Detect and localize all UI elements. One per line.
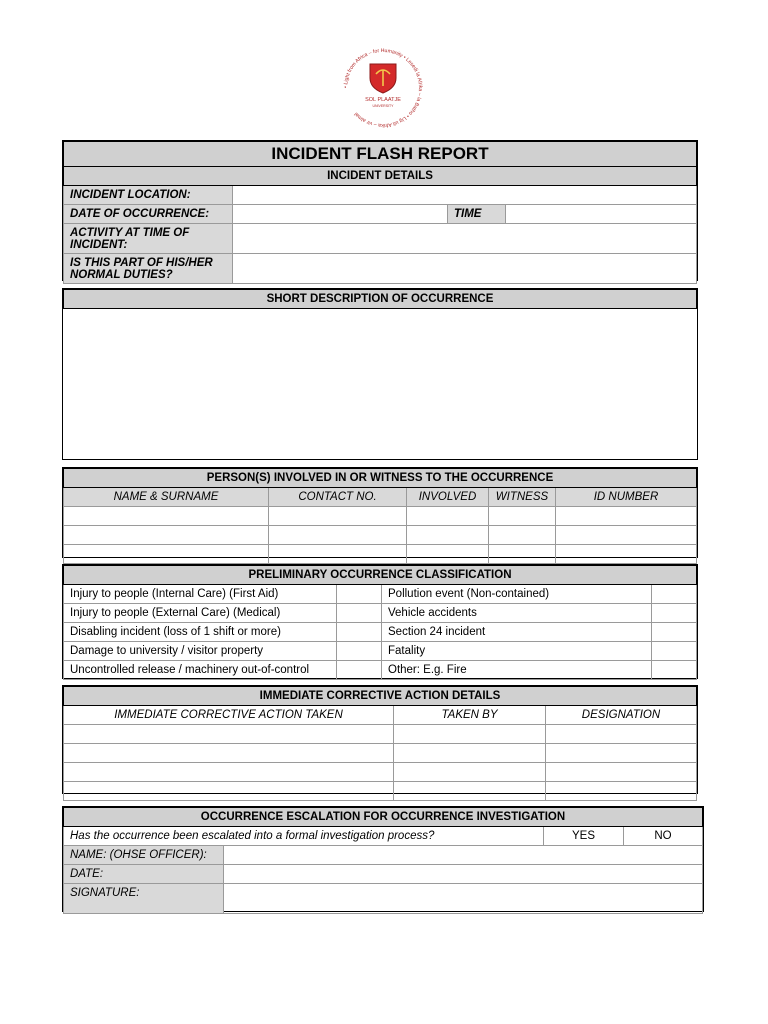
classification-checkbox[interactable] (337, 661, 382, 680)
cell[interactable] (64, 725, 394, 744)
report-title: INCIDENT FLASH REPORT (64, 142, 697, 167)
classification-right-label: Fatality (382, 642, 652, 661)
classification-block (62, 564, 698, 679)
classification-row (64, 661, 697, 680)
cell[interactable] (407, 545, 489, 564)
cell[interactable] (269, 526, 407, 545)
date-of-occurrence-field[interactable] (233, 205, 448, 224)
corrective-col-taken-by: TAKEN BY (394, 706, 546, 725)
cell[interactable] (556, 526, 697, 545)
ohse-officer-name-field[interactable] (224, 846, 703, 865)
classification-left-label: Uncontrolled release / machinery out-of-control (64, 661, 337, 680)
persons-col-name: NAME & SURNAME (64, 488, 269, 507)
cell[interactable] (489, 507, 556, 526)
cell[interactable] (394, 725, 546, 744)
description-field[interactable] (64, 309, 697, 460)
escalation-yes-option[interactable]: YES (544, 827, 624, 846)
university-logo (334, 48, 432, 128)
cell[interactable] (394, 744, 546, 763)
corrective-block (62, 685, 698, 794)
classification-right-label: Vehicle accidents (382, 604, 652, 623)
classification-row (64, 642, 697, 661)
classification-checkbox[interactable] (337, 585, 382, 604)
cell[interactable] (489, 526, 556, 545)
signature-field[interactable] (224, 884, 703, 914)
classification-row (64, 585, 697, 604)
time-field[interactable] (506, 205, 697, 224)
cell[interactable] (489, 545, 556, 564)
logo-name: SOL PLAATJE (365, 97, 401, 103)
persons-col-contact: CONTACT NO. (269, 488, 407, 507)
activity-field[interactable] (233, 224, 697, 254)
persons-col-witness: WITNESS (489, 488, 556, 507)
classification-checkbox[interactable] (337, 604, 382, 623)
classification-checkbox[interactable] (652, 661, 697, 680)
cell[interactable] (394, 763, 546, 782)
cell[interactable] (64, 507, 269, 526)
classification-right-label: Section 24 incident (382, 623, 652, 642)
persons-col-id: ID NUMBER (556, 488, 697, 507)
cell[interactable] (64, 763, 394, 782)
escalation-date-label: DATE: (64, 865, 224, 884)
classification-checkbox[interactable] (337, 623, 382, 642)
escalation-block (62, 806, 704, 912)
classification-checkbox[interactable] (652, 623, 697, 642)
classification-left-label: Disabling incident (loss of 1 shift or more) (64, 623, 337, 642)
escalation-question: Has the occurrence been escalated into a formal investigation process? (64, 827, 544, 846)
classification-right-label: Pollution event (Non-contained) (382, 585, 652, 604)
logo-motto-ring: • Light from Africa – for Humanity • Lesedi la Afrika – la Batho • Lig uit Afrika – vir almal (342, 48, 424, 128)
classification-right-label: Other: E.g. Fire (382, 661, 652, 680)
time-label: TIME (448, 205, 506, 224)
incident-details-heading: INCIDENT DETAILS (64, 167, 697, 186)
cell[interactable] (64, 545, 269, 564)
incident-location-field[interactable] (233, 186, 697, 205)
escalation-date-field[interactable] (224, 865, 703, 884)
persons-row (64, 545, 697, 564)
cell[interactable] (556, 545, 697, 564)
classification-checkbox[interactable] (337, 642, 382, 661)
classification-heading: PRELIMINARY OCCURRENCE CLASSIFICATION (64, 566, 697, 585)
classification-checkbox[interactable] (652, 604, 697, 623)
persons-block (62, 467, 698, 558)
persons-heading: PERSON(S) INVOLVED IN OR WITNESS TO THE OCCURRENCE (64, 469, 697, 488)
cell[interactable] (546, 725, 697, 744)
persons-col-involved: INVOLVED (407, 488, 489, 507)
description-heading: SHORT DESCRIPTION OF OCCURRENCE (64, 290, 697, 309)
corrective-row (64, 763, 697, 782)
corrective-heading: IMMEDIATE CORRECTIVE ACTION DETAILS (64, 687, 697, 706)
corrective-col-action: IMMEDIATE CORRECTIVE ACTION TAKEN (64, 706, 394, 725)
classification-row (64, 623, 697, 642)
cell[interactable] (64, 782, 394, 801)
persons-row (64, 526, 697, 545)
corrective-col-designation: DESIGNATION (546, 706, 697, 725)
description-block (62, 288, 698, 460)
classification-checkbox[interactable] (652, 585, 697, 604)
classification-row (64, 604, 697, 623)
cell[interactable] (269, 507, 407, 526)
logo-sub: UNIVERSITY (372, 104, 394, 108)
incident-location-label: INCIDENT LOCATION: (64, 186, 233, 205)
signature-label: SIGNATURE: (64, 884, 224, 914)
cell[interactable] (546, 744, 697, 763)
classification-left-label: Injury to people (Internal Care) (First Aid) (64, 585, 337, 604)
normal-duties-label: IS THIS PART OF HIS/HER NORMAL DUTIES? (64, 254, 233, 284)
cell[interactable] (407, 507, 489, 526)
cell[interactable] (64, 526, 269, 545)
cell[interactable] (556, 507, 697, 526)
normal-duties-field[interactable] (233, 254, 697, 284)
activity-label: ACTIVITY AT TIME OF INCIDENT: (64, 224, 233, 254)
cell[interactable] (269, 545, 407, 564)
cell[interactable] (546, 782, 697, 801)
escalation-no-option[interactable]: NO (624, 827, 703, 846)
persons-row (64, 507, 697, 526)
cell[interactable] (407, 526, 489, 545)
cell[interactable] (546, 763, 697, 782)
corrective-row (64, 725, 697, 744)
escalation-heading: OCCURRENCE ESCALATION FOR OCCURRENCE INVESTIGATION (64, 808, 703, 827)
corrective-row (64, 744, 697, 763)
cell[interactable] (64, 744, 394, 763)
classification-left-label: Injury to people (External Care) (Medical) (64, 604, 337, 623)
ohse-officer-name-label: NAME: (OHSE OFFICER): (64, 846, 224, 865)
cell[interactable] (394, 782, 546, 801)
corrective-row (64, 782, 697, 801)
date-of-occurrence-label: DATE OF OCCURRENCE: (64, 205, 233, 224)
incident-details-block (62, 140, 698, 281)
classification-left-label: Damage to university / visitor property (64, 642, 337, 661)
classification-checkbox[interactable] (652, 642, 697, 661)
